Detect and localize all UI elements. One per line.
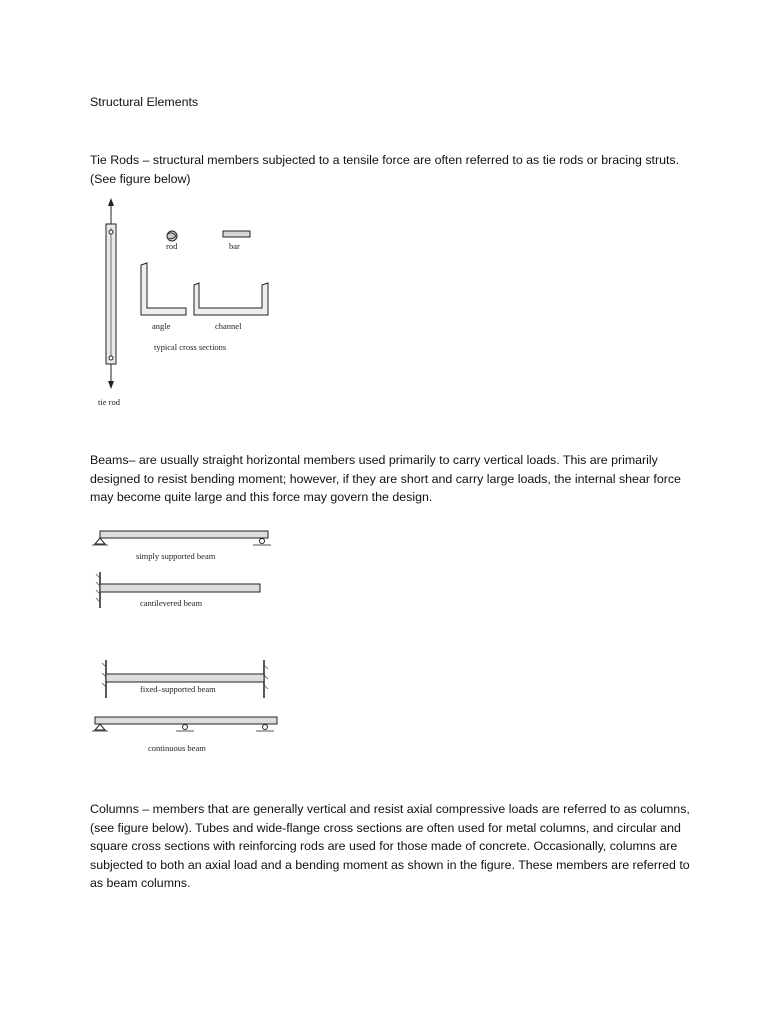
angle-cross-section (141, 263, 186, 315)
angle-label: angle (152, 321, 171, 331)
tie-rod-label: tie rod (98, 397, 120, 407)
bar-label: bar (229, 241, 240, 251)
tension-arrow-top (108, 198, 114, 224)
tie-rod-figure (92, 198, 292, 413)
cross-sections-caption: typical cross sections (154, 342, 227, 352)
page-heading: Structural Elements (90, 95, 199, 109)
cantilevered-label: cantilevered beam (140, 598, 203, 608)
rod-label: rod (166, 241, 178, 251)
channel-label: channel (215, 321, 242, 331)
tension-arrow-bottom (108, 364, 114, 389)
continuous-label: continuous beam (148, 743, 206, 753)
columns-paragraph: Columns – members that are generally vertical and resist axial compressive loads are referred to as columns, (see figure below). Tubes and wide-flange cross sections are often used for metal columns, and circular and square cross sections with reinforcing rods are used for those made of concrete. Occasionally, columns are subjected to both an axial load and a bending moment as shown in the figure. These members are referred to as beam columns. (90, 802, 690, 890)
continuous-beam-drawing (92, 717, 277, 731)
simply-supported-beam-drawing (92, 531, 271, 545)
tie-rods-paragraph: Tie Rods – structural members subjected to a tensile force are often referred to as tie rods or bracing struts. (See figure below) (90, 153, 680, 186)
channel-cross-section (194, 283, 268, 315)
rod-cross-section (167, 231, 177, 241)
beam-types-figure (90, 520, 290, 760)
simply-supported-label: simply supported beam (136, 551, 216, 561)
fixed-supported-label: fixed–supported beam (140, 684, 216, 694)
tie-rod-drawing (106, 224, 116, 364)
bar-cross-section (223, 231, 250, 237)
beams-paragraph: Beams– are usually straight horizontal members used primarily to carry vertical loads. This are primarily designed to resist bending moment; however, if they are short and carry large loads, the internal shear force may become quite large and this force may govern the design. (90, 453, 681, 504)
